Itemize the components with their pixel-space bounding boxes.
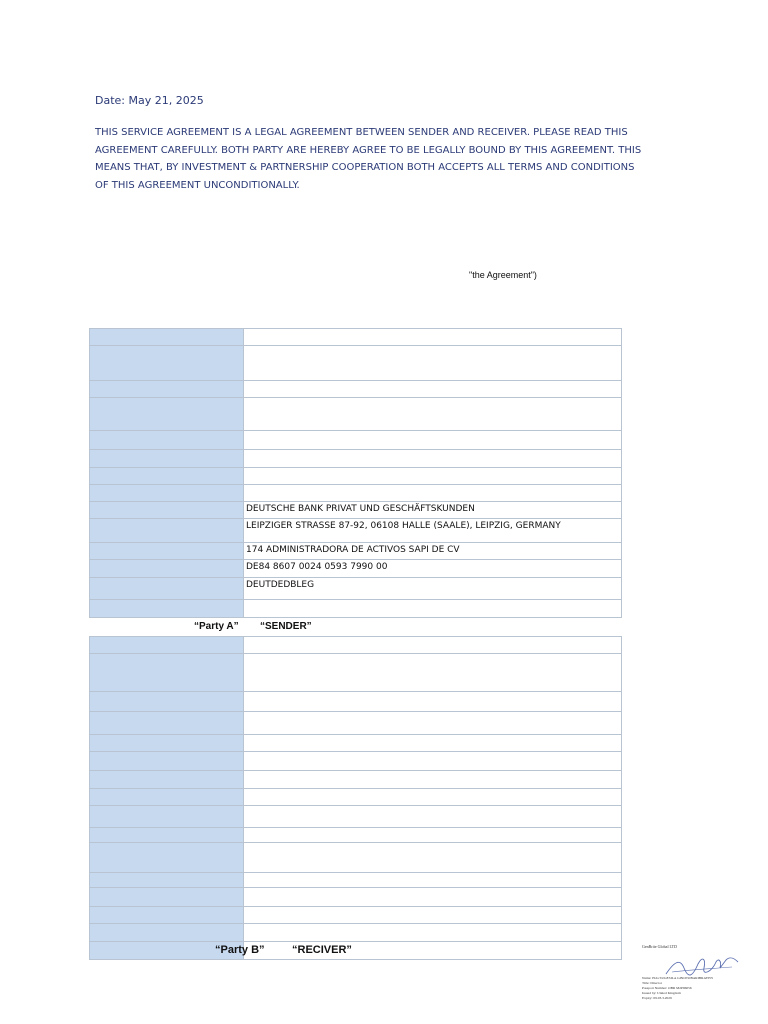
table-row [90,735,622,752]
table-row [90,806,622,828]
swift-value: DEUTDEDBLEG [244,578,622,600]
field-value [244,806,622,828]
bank-address-value: LEIPZIGER STRASSE 87-92, 06108 HALLE (SAALE), LEIPZIG, GERMANY [244,519,622,543]
field-value [244,398,622,431]
sender-caption: “SENDER” [260,621,312,632]
field-label [90,752,244,771]
field-label [90,771,244,789]
table-row [90,771,622,789]
table-row [90,450,622,468]
field-value [244,828,622,843]
field-value [244,468,622,485]
table-row [90,888,622,907]
table-row [90,637,622,654]
table-row [90,519,622,543]
field-label [90,502,244,519]
table-row [90,346,622,381]
iban-value: DE84 8607 0024 0593 7990 00 [244,560,622,578]
field-value [244,843,622,873]
field-value [244,431,622,450]
field-label [90,560,244,578]
field-value [244,712,622,735]
table-row [90,789,622,806]
date-line: Date: May 21, 2025 [95,94,204,107]
field-label [90,692,244,712]
field-value [244,450,622,468]
field-label [90,543,244,560]
signature-stamp [642,944,762,1014]
field-label [90,450,244,468]
party-b-caption: “Party B” [215,944,265,956]
party-b-table [89,636,622,960]
table-row [90,752,622,771]
table-row [90,942,622,960]
field-label [90,637,244,654]
field-label [90,431,244,450]
field-label [90,398,244,431]
field-value [244,381,622,398]
field-label [90,907,244,924]
party-a-caption: “Party A” [194,621,239,632]
field-label [90,485,244,502]
field-label [90,735,244,752]
table-row [90,828,622,843]
field-label [90,468,244,485]
field-value [244,346,622,381]
field-value [244,789,622,806]
field-label [90,924,244,942]
table-row [90,543,622,560]
field-label [90,519,244,543]
agreement-label: "the Agreement") [469,270,537,280]
field-value [244,752,622,771]
field-label [90,381,244,398]
field-label [90,600,244,618]
party-a-table [89,328,622,618]
field-value [244,485,622,502]
field-value [244,637,622,654]
field-label [90,654,244,692]
field-value [244,600,622,618]
stamp-line: Title: Director [642,981,662,985]
stamp-company: GenBrite Global LTD [642,944,677,949]
table-row [90,600,622,618]
field-value [244,873,622,888]
field-value [244,771,622,789]
table-row [90,692,622,712]
table-row [90,468,622,485]
field-value [244,907,622,924]
table-row [90,485,622,502]
table-row [90,431,622,450]
bank-name-value: DEUTSCHE BANK PRIVAT UND GESCHÄFTSKUNDEN [244,502,622,519]
table-row [90,560,622,578]
field-value [244,654,622,692]
stamp-line: Name: Elda SUGESILA GINOTOBARIBRAYEN [642,976,713,980]
field-label [90,789,244,806]
table-row [90,873,622,888]
table-row [90,329,622,346]
table-row [90,907,622,924]
field-value [244,692,622,712]
receiver-caption: “RECIVER” [292,944,352,956]
field-label [90,578,244,600]
table-row [90,843,622,873]
table-row [90,654,622,692]
field-label [90,346,244,381]
field-label [90,888,244,907]
table-row [90,712,622,735]
table-row [90,381,622,398]
field-label [90,329,244,346]
field-value [244,329,622,346]
field-label [90,806,244,828]
table-row [90,398,622,431]
table-row [90,578,622,600]
stamp-line: Expiry: 09.03.3.2029 [642,996,672,1000]
intro-paragraph: THIS SERVICE AGREEMENT IS A LEGAL AGREEMENT BETWEEN SENDER AND RECEIVER. PLEASE READ THIS AGREEMENT CAREFULLY. BOTH PARTY ARE HEREBY AGREE TO BE LEGALLY BOUND BY THIS AGREEMENT. THIS MEANS THAT, BY INVESTMENT & PARTNERSHIP COOPERATION BOTH ACCEPTS ALL TERMS AND CONDITIONS OF THIS AGREEMENT UNCONDITIONALLY. [95,127,642,191]
field-value [244,888,622,907]
field-label [90,843,244,873]
field-label [90,828,244,843]
table-row [90,502,622,519]
field-value [244,735,622,752]
stamp-line: Passport Number: OBR M2P96056 [642,986,692,990]
field-value [244,924,622,942]
field-label [90,712,244,735]
field-label [90,873,244,888]
stamp-line: Issued by: United Kingdom [642,991,681,995]
account-name-value: 174 ADMINISTRADORA DE ACTIVOS SAPI DE CV [244,543,622,560]
table-row [90,924,622,942]
